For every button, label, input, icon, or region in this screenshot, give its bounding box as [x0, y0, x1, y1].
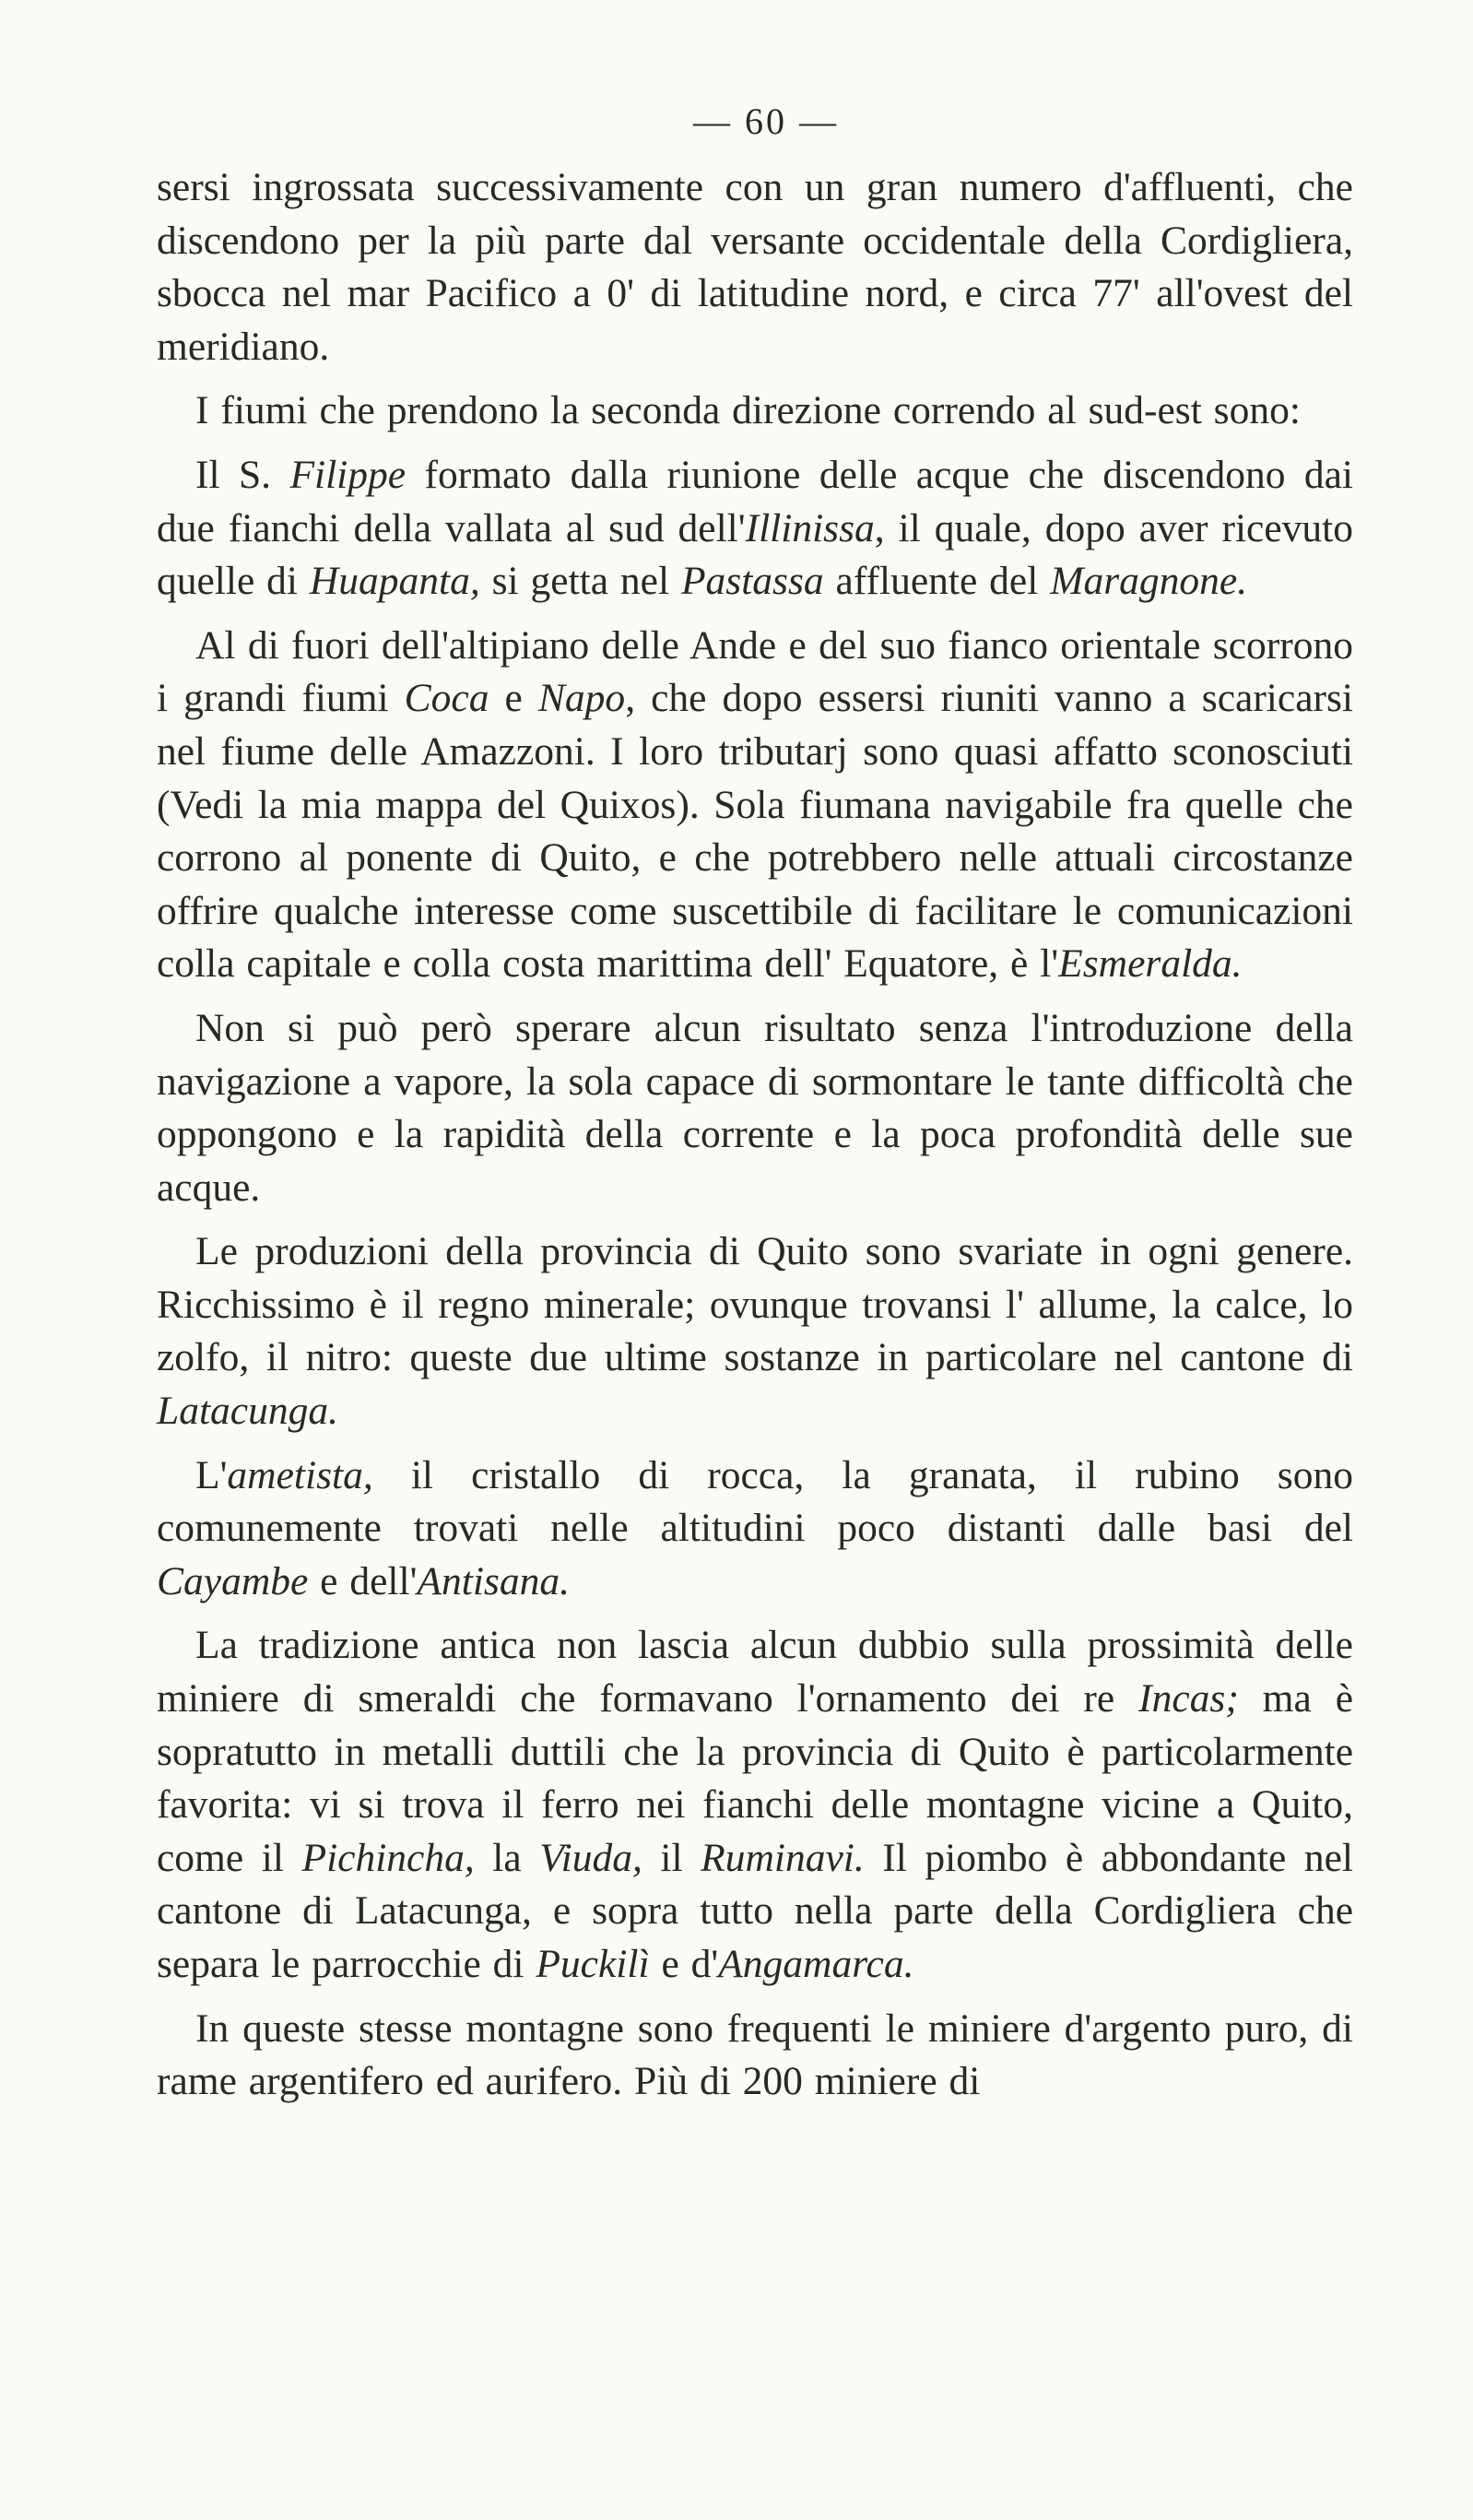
italic-term: Cayambe: [157, 1558, 309, 1603]
italic-term: Maragnone.: [1050, 559, 1248, 604]
italic-term: Latacunga.: [157, 1389, 338, 1434]
text-run: , il quale, dopo aver ricevuto quelle di: [157, 505, 1353, 604]
text-run: Le produzioni della provincia di Quito sono svariate in ogni genere. Ricchissimo è il regno minerale; ovunque trovansi l' allume, la calce, lo zolfo, il nitro: queste due ultime sostanze in particolare nel cantone di: [157, 1229, 1353, 1380]
page-number: — 60 —: [693, 101, 839, 142]
italic-term: Ruminavi.: [701, 1835, 865, 1880]
italic-term: Napo: [537, 676, 626, 721]
paragraph: [157, 385, 1353, 438]
text-run: In queste stesse montagne sono frequenti le miniere d'argento puro, di rame argentifero ed aurifero. Più di 200 miniere di: [157, 2005, 1353, 2104]
italic-term: ametista,: [227, 1452, 373, 1497]
text-run: La tradizione antica non lascia alcun dubbio sulla prossimità delle miniere di smeraldi che formavano l'ornamento dei re: [157, 1623, 1353, 1721]
text-run: sersi ingrossata successivamente con un gran numero d'affluenti, che discendono per la più parte dal versante occidentale della Cordigliera, sbocca nel mar Pacifico a 0' di latitudine nord, e circa 77' all'ovest del meridiano.: [157, 165, 1353, 369]
paragraph: [157, 1225, 1353, 1437]
italic-term: Coca: [404, 676, 489, 721]
italic-term: Antisana.: [417, 1558, 570, 1603]
italic-term: Esmeralda.: [1058, 941, 1243, 987]
text-run: la: [474, 1835, 540, 1880]
text-run: , che dopo essersi riuniti vanno a scaricarsi nel fiume delle Amazzoni. I loro tributarj sono quasi affatto sconosciuti (Vedi la mia mappa del Quixos). Sola fiumana navigabile fra quelle che corrono al ponente di Quito, e che potrebbero nelle attuali circostanze offrire qualche interesse come suscettibile di facilitare le comunicazioni colla capitale e colla costa marittima dell' Equatore, è l': [157, 676, 1354, 987]
text-run: I fiumi che prendono la seconda direzione correndo al sud-est sono:: [195, 388, 1301, 433]
text-run: L': [195, 1452, 228, 1497]
text-run: e dell': [308, 1558, 418, 1603]
italic-term: Pichincha,: [301, 1835, 475, 1880]
text-run: formato dalla riunione delle acque che discendono dai due fianchi della vallata al sud dell': [157, 452, 1354, 550]
text-run: il cristallo di rocca, la granata, il rubino sono comunemente trovati nelle altitudini poco distanti dalle basi del: [157, 1452, 1353, 1551]
italic-term: Viuda,: [539, 1835, 642, 1880]
text-run: ma è sopratutto in metalli duttili che la provincia di Quito è particolarmente favorita: vi si trova il ferro nei fianchi delle montagne vicine a Quito, come il: [157, 1676, 1353, 1880]
italic-term: Incas;: [1138, 1676, 1239, 1721]
text-run: Il piombo è abbondante nel cantone di Latacunga, e sopra tutto nella parte della Cordigliera che separa le parrocchie di: [157, 1835, 1354, 1986]
text-run: affluente del: [823, 559, 1051, 604]
paragraph: [157, 1619, 1353, 1991]
paragraph: [157, 1449, 1353, 1609]
text-run: e d': [649, 1942, 719, 1986]
italic-term: Pastassa: [680, 559, 824, 604]
text-run: e: [489, 676, 538, 721]
text-run: si getta nel: [479, 559, 681, 604]
paragraph: [157, 620, 1353, 991]
italic-term: Filippe: [289, 452, 407, 497]
paragraph: [157, 2003, 1353, 2109]
paragraph: [157, 1002, 1353, 1214]
text-run: Il S.: [195, 452, 290, 497]
italic-term: Puckilì: [536, 1942, 650, 1986]
text-run: Al di fuori dell'altipiano delle Ande e del suo fianco orientale scorrono i grandi fiumi: [157, 622, 1353, 721]
text-run: il: [642, 1835, 701, 1880]
body-text: [157, 161, 1353, 2109]
italic-term: Angamarca.: [718, 1942, 914, 1986]
paragraph: [157, 449, 1353, 609]
italic-term: Illinissa: [745, 505, 875, 550]
italic-term: Huapanta,: [309, 559, 480, 604]
text-run: Non si può però sperare alcun risultato senza l'introduzione della navigazione a vapore, la sola capace di sormontare le tante difficoltà che oppongono e la rapidità della corrente e la poca profondità delle sue acque.: [157, 1005, 1353, 1210]
paragraph: [157, 161, 1353, 373]
